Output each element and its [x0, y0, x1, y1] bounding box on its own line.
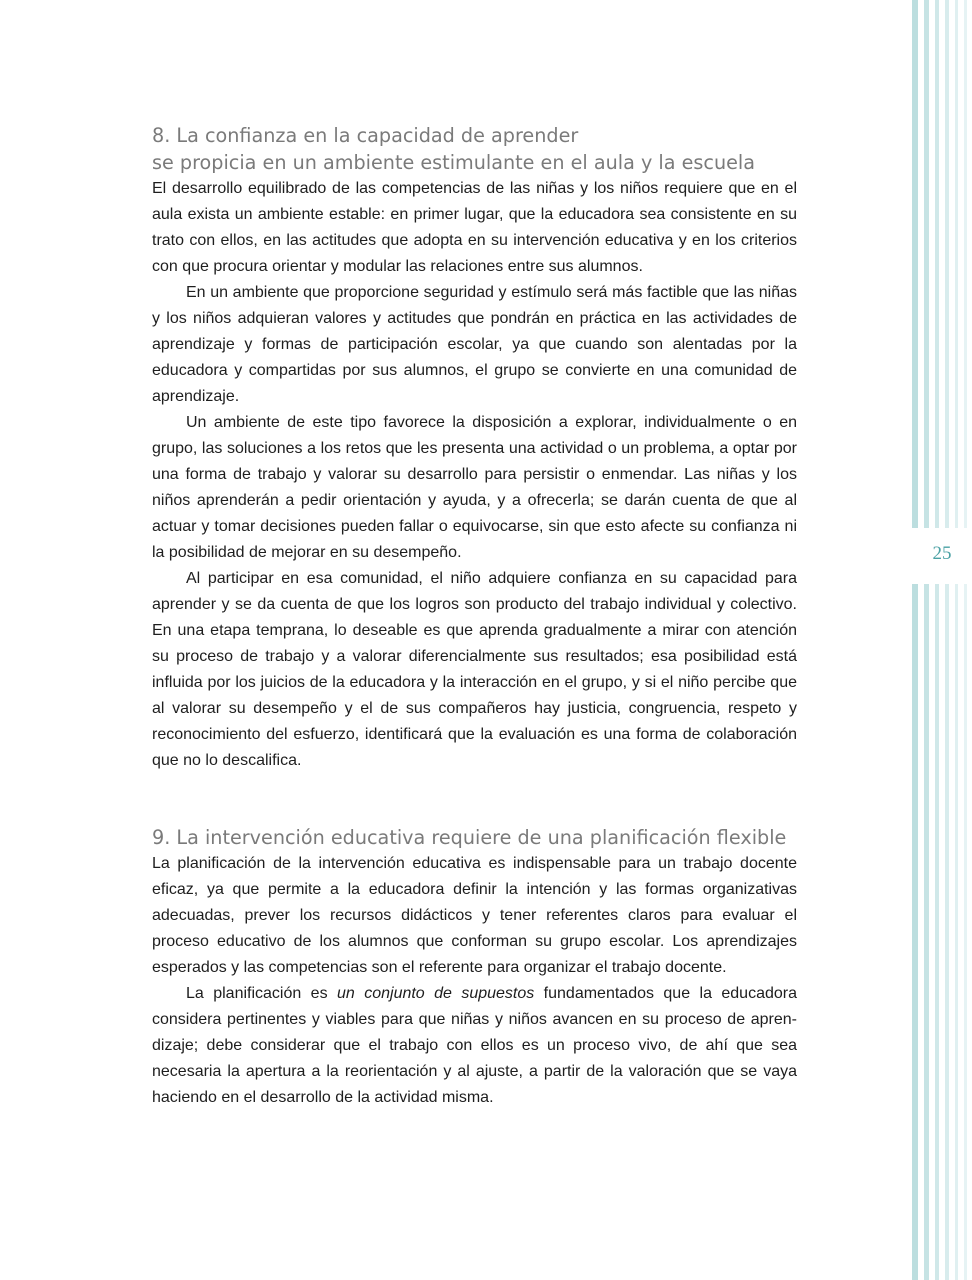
margin-stripe — [945, 0, 949, 1280]
margin-stripe — [964, 0, 967, 1280]
margin-stripe — [912, 0, 918, 1280]
paragraph-text: fundamentados que la educadora considera pertinentes y viables para que niñas y niños avancen en su proceso de aprendizaje; debe considerar que el trabajo con ellos es un proceso vivo, de ahí que sea necesaria la apertura a la reorientación y al ajuste, a partir de la valoración que se vaya haciendo en el desarrollo de la actividad misma. — [152, 985, 797, 1106]
paragraph: La planificación de la intervención educativa es indispensable para un trabajo docente eficaz, ya que permite a la educadora definir la intención y las formas organizativas adecuadas, prever los recursos didácticos y tener referentes claros para evaluar el proceso educativo de los alumnos que conforman su grupo escolar. Los aprendizajes esperados y las competencias son el referente para organizar el trabajo docente. — [152, 855, 797, 976]
section-9-heading: 9. La intervención educativa requiere de una planificación flexible — [152, 826, 787, 849]
emphasized-text: un conjunto de supuestos — [337, 985, 535, 1002]
paragraph: Al participar en esa comunidad, el niño adquiere confianza en su capacidad para aprender y se da cuenta de que los logros son producto del trabajo individual y colectivo. En una etapa temprana, lo deseable es que aprenda gradualmente a mirar con atención su proceso de trabajo y a valorar diferencialmente sus resultados; esa posibilidad está influida por los juicios de la educadora y la interacción en el grupo, y si el niño percibe que al valorar su desempeño y el de sus compañeros hay justicia, congruencia, respeto y reconocimiento del esfuerzo, identificará que la evaluación es una forma de colaboración que no lo descalifica. — [152, 570, 797, 769]
paragraph: En un ambiente que proporcione seguridad y estímulo será más factible que las niñas y los niños adquieran valores y actitudes que pondrán en práctica en las actividades de aprendizaje y formas de participación escolar, ya que cuando son alentadas por la educadora y compartidas por sus alumnos, el grupo se convierte en una comunidad de aprendizaje. — [152, 284, 797, 405]
paragraph-text: La planificación es — [186, 985, 337, 1002]
margin-stripe — [924, 0, 929, 1280]
page-number: 25 — [932, 543, 952, 564]
section-9 — [152, 824, 797, 1111]
section-8-heading — [152, 122, 797, 176]
margin-stripe — [955, 0, 958, 1280]
section-8-heading-line1: 8. La confianza en la capacidad de aprender — [152, 124, 579, 147]
paragraph — [152, 981, 797, 1111]
paragraph: El desarrollo equilibrado de las competencias de las niñas y los niños requiere que en el aula exista un ambiente estable: en primer lugar, que la educadora sea consistente en su trato con ellos, en las actitudes que adopta en su intervención educativa y en los criterios con que procura orientar y modular las relaciones entre sus alumnos. — [152, 180, 797, 275]
page-content — [152, 122, 797, 1111]
section-8-heading-line2: se propicia en un ambiente estimulante en el aula y la escuela — [152, 151, 756, 174]
margin-stripe — [935, 0, 939, 1280]
paragraph: Un ambiente de este tipo favorece la disposición a explorar, individualmente o en grupo, las soluciones a los retos que les presenta una actividad o un problema, a optar por una forma de trabajo y valorar su desarrollo para persistir o enmendar. Las niñas y los niños aprenderán a pedir orientación y ayuda, y a ofrecerla; se darán cuenta de que al actuar y tomar decisiones pueden fallar o equivocarse, sin que esto afecte su confianza ni la posibilidad de mejorar en su desempeño. — [152, 414, 797, 561]
section-8 — [152, 122, 797, 774]
